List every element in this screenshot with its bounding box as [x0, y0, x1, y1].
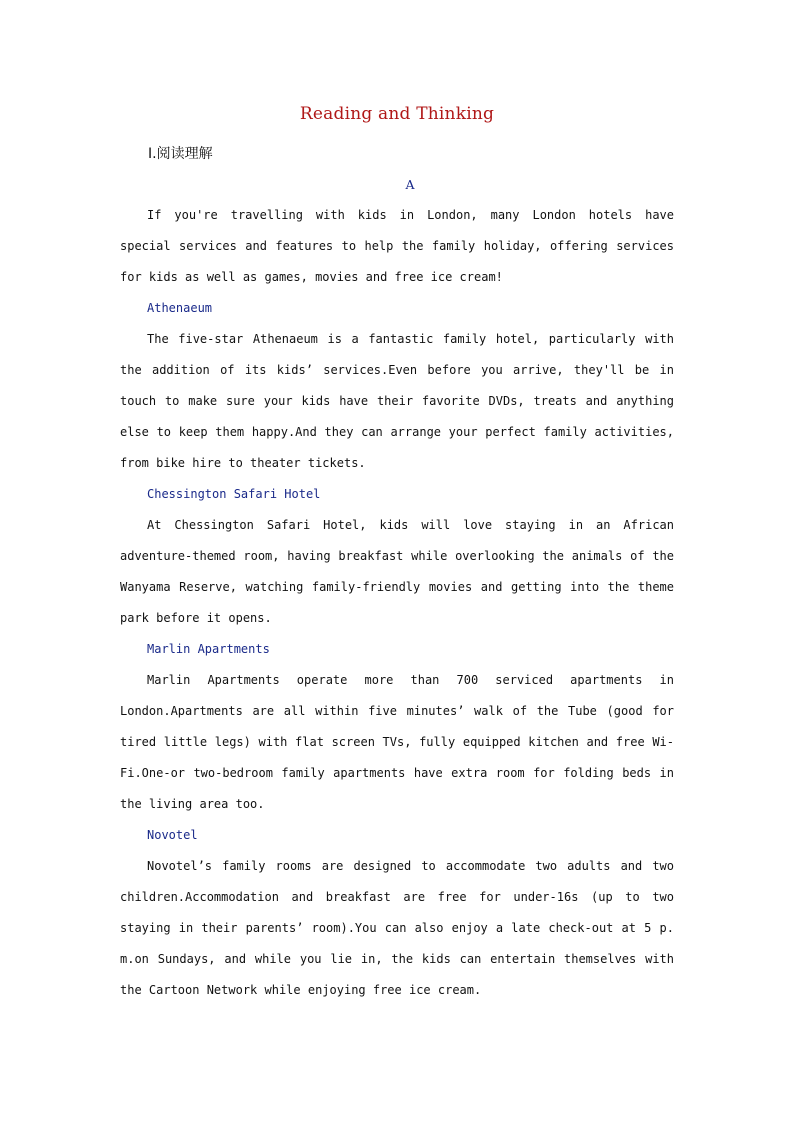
hotel-paragraph-athenaeum: The five-star Athenaeum is a fantastic family hotel, particularly with the addition of its kids’ services.Even before you arrive, they'll be in touch to make sure your kids have their favorite DVDs, treats and anything else to keep them happy.And they can arrange your perfect family activities, from bike hire to theater tickets. — [120, 332, 674, 470]
hotel-paragraph-novotel: Novotel’s family rooms are designed to accommodate two adults and two children.Accommodation and breakfast are free for under-16s (up to two staying in their parents’ room).You can also enjoy a late check-out at 5 p. m.on Sundays, and while you lie in, the kids can entertain themselves with the Cartoon Network while enjoying free ice cream. — [120, 859, 674, 997]
hotel-heading-marlin: Marlin Apartments — [147, 642, 270, 656]
hotel-heading-athenaeum: Athenaeum — [147, 301, 213, 315]
section-label: Ⅰ.阅读理解 — [148, 146, 213, 162]
part-label: A — [405, 177, 415, 192]
hotel-heading-chessington: Chessington Safari Hotel — [147, 487, 321, 501]
hotel-heading-novotel: Novotel — [147, 828, 198, 842]
hotel-paragraph-chessington: At Chessington Safari Hotel, kids will love staying in an African adventure-themed room, having breakfast while overlooking the animals of the Wanyama Reserve, watching family-friendly movies and getting into the theme park before it opens. — [120, 518, 674, 625]
page-title: Reading and Thinking — [299, 104, 495, 124]
hotel-paragraph-marlin: Marlin Apartments operate more than 700 serviced apartments in London.Apartments are all within five minutes’ walk of the Tube (good for tired little legs) with flat screen TVs, fully equipped kitchen and free Wi-Fi.One-or two-bedroom family apartments have extra room for folding beds in the living area too. — [120, 673, 674, 811]
intro-paragraph: If you're travelling with kids in London, many London hotels have special services and features to help the family holiday, offering services for kids as well as games, movies and free ice cream! — [120, 208, 674, 284]
passage-body — [120, 200, 674, 1006]
